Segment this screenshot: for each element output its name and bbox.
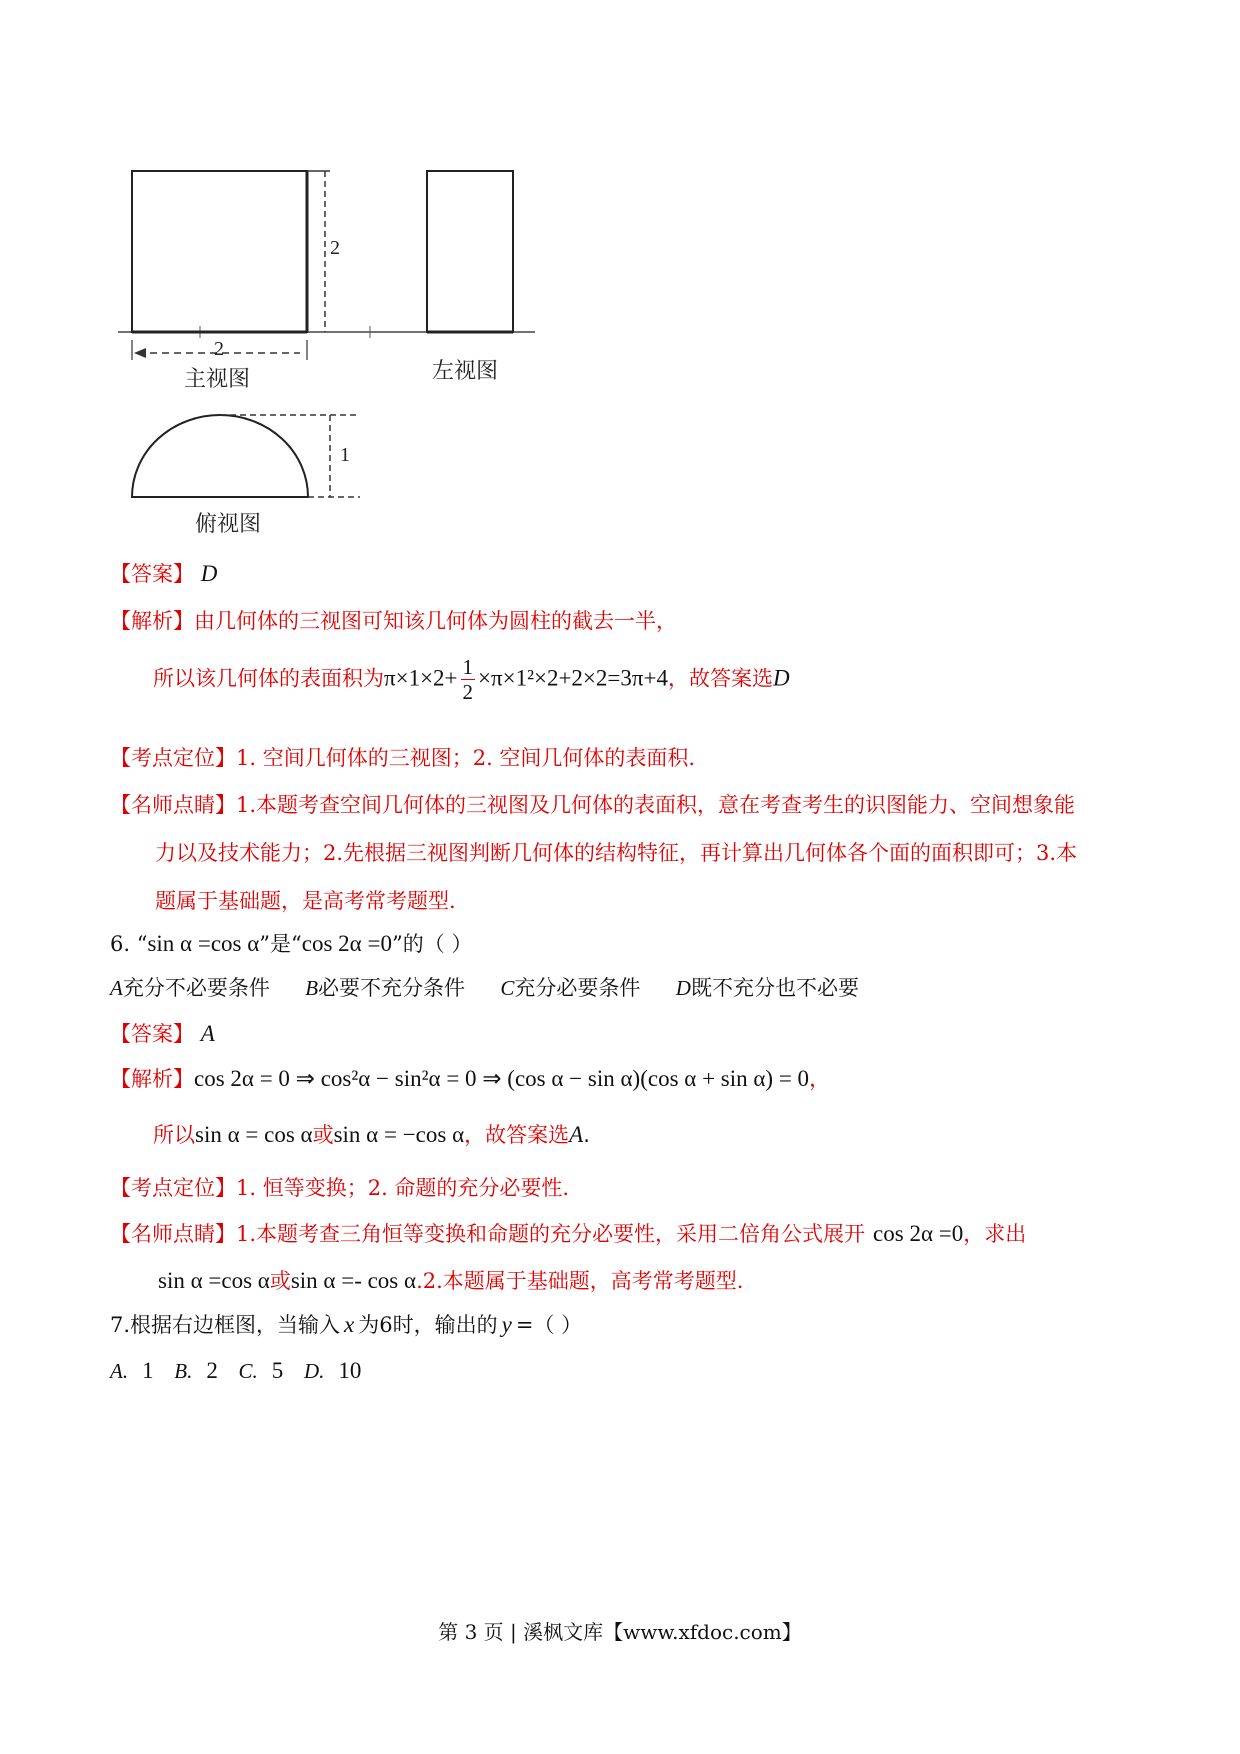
option-b-text: 必要不充分条件 [318,976,466,1000]
q5-analysis-line1 [110,606,677,636]
analysis-tag: 【解析】 [110,1067,194,1091]
top-height-label: 1 [340,444,350,466]
analysis-expr-a: sin α = cos α [195,1122,313,1147]
stem-text: 7.根据右边框图，当输入 [110,1313,341,1337]
stem-expr1: sin α =cos α [147,931,260,956]
mingshi-expr3: sin α =- cos α [290,1268,417,1293]
q5-mingshi-line1 [110,790,1075,820]
front-view-label: 主视图 [184,367,251,392]
formula-part-b: ×π×1²×2+2×2=3π+4 [478,665,668,691]
q6-options [110,973,859,1003]
analysis-text: 所以 [153,1123,195,1147]
q6-stem [110,929,472,959]
mingshi-text: 或 [269,1269,291,1293]
option-a-letter: A. [110,1359,129,1383]
q6-analysis-line2 [153,1120,590,1150]
three-view-figure [0,0,1240,560]
fraction-half: $\frac{1}{2}$ [462,655,474,704]
stem-text: ”的（ ） [391,932,473,956]
mingshi-expr2: sin α =cos α [158,1268,270,1293]
mingshi-text: 1.本题考查三角恒等变换和命题的充分必要性，采用二倍角公式展开 [236,1222,866,1246]
option-b-letter: B. [174,1359,193,1383]
mingshi-text: ，求出 [963,1222,1027,1246]
option-d-letter: D. [303,1359,325,1383]
option-d-text: 既不充分也不必要 [690,976,859,1000]
front-height-label: 2 [330,237,340,259]
answer-value: D [200,561,218,586]
analysis-tag: 【解析】 [110,609,194,633]
option-b-letter: B [305,976,319,1000]
q5-mingshi-line2: 力以及技术能力；2.先根据三视图判断几何体的结构特征，再计算出几何体各个面的面积即可；3.本 [155,841,1078,865]
top-view-semicircle [132,415,308,497]
kaodian-tag: 【考点定位】 [110,746,236,770]
analysis-choice: A [569,1122,584,1147]
q7-options [110,1356,375,1386]
q6-mingshi-line1 [110,1219,1026,1249]
analysis-text: ，故答案选 [667,666,773,691]
option-a-letter: A [110,976,123,1000]
mingshi-expr1: cos 2α =0 [873,1221,964,1246]
answer-value: A [200,1021,215,1046]
option-c-value: 5 [271,1358,284,1383]
stem-text: 为6时，输出的 [358,1313,498,1337]
option-c-text: 充分必要条件 [514,976,641,1000]
analysis-text: 所以该几何体的表面积为 [153,666,384,691]
analysis-expr-b: sin α = −cos α [333,1122,465,1147]
q5-analysis-line2 [153,655,790,704]
stem-var-x: x [344,1312,355,1337]
q5-mingshi-line3: 题属于基础题，是高考常考题型. [155,889,456,913]
kaodian-text: 1. 空间几何体的三视图；2. 空间几何体的表面积. [236,746,696,770]
option-c-letter: C [500,976,515,1000]
option-a-value: 1 [142,1358,154,1383]
stem-text: 6. “ [110,932,148,956]
analysis-text: ， [809,1067,831,1091]
option-d-value: 10 [338,1358,362,1383]
stem-text: =（ ） [515,1313,583,1337]
q6-kaodian [110,1173,569,1203]
left-view-rect [427,171,513,332]
stem-expr2: cos 2α =0 [301,931,392,956]
analysis-text: ，故答案选 [464,1123,570,1147]
answer-tag: 【答案】 [110,562,194,586]
q6-mingshi-line2 [158,1266,743,1296]
stem-text: ”是“ [259,932,302,956]
kaodian-tag: 【考点定位】 [110,1176,236,1200]
mingshi-tag: 【名师点睛】 [110,793,236,817]
top-view-label: 俯视图 [195,512,262,537]
front-view-rect [132,171,307,332]
analysis-text: 或 [312,1123,334,1147]
q6-analysis-line1 [110,1064,830,1094]
front-width-label: 2 [214,338,224,360]
q5-kaodian [110,743,695,773]
formula-part-a: π×1×2+ [384,665,458,691]
mingshi-text: 1.本题考查空间几何体的三视图及几何体的表面积，意在考查考生的识图能力、空间想象能 [236,793,1076,817]
mingshi-text: .2.本题属于基础题，高考常考题型. [416,1269,744,1293]
option-b-value: 2 [206,1358,218,1383]
q7-stem [110,1310,582,1340]
analysis-formula1: cos 2α = 0 ⇒ cos²α − sin²α = 0 ⇒ (cos α − sin α)(cos α + sin α) = 0 [194,1066,810,1091]
kaodian-text: 1. 恒等变换；2. 命题的充分必要性. [236,1176,570,1200]
stem-var-y: y [501,1312,512,1337]
option-a-text: 充分不必要条件 [122,976,270,1000]
q6-answer [110,1019,215,1049]
mingshi-tag: 【名师点睛】 [110,1222,236,1246]
answer-tag: 【答案】 [110,1022,194,1046]
page-footer: 第 3 页 | 溪枫文库【www.xfdoc.com】 [438,1620,802,1644]
analysis-choice: D [772,665,790,691]
analysis-text: . [583,1123,590,1147]
analysis-text: 由几何体的三视图可知该几何体为圆柱的截去一半， [194,609,677,633]
option-d-letter: D [675,976,691,1000]
option-c-letter: C. [238,1359,258,1383]
q5-answer [110,559,217,589]
left-view-label: 左视图 [432,359,499,384]
